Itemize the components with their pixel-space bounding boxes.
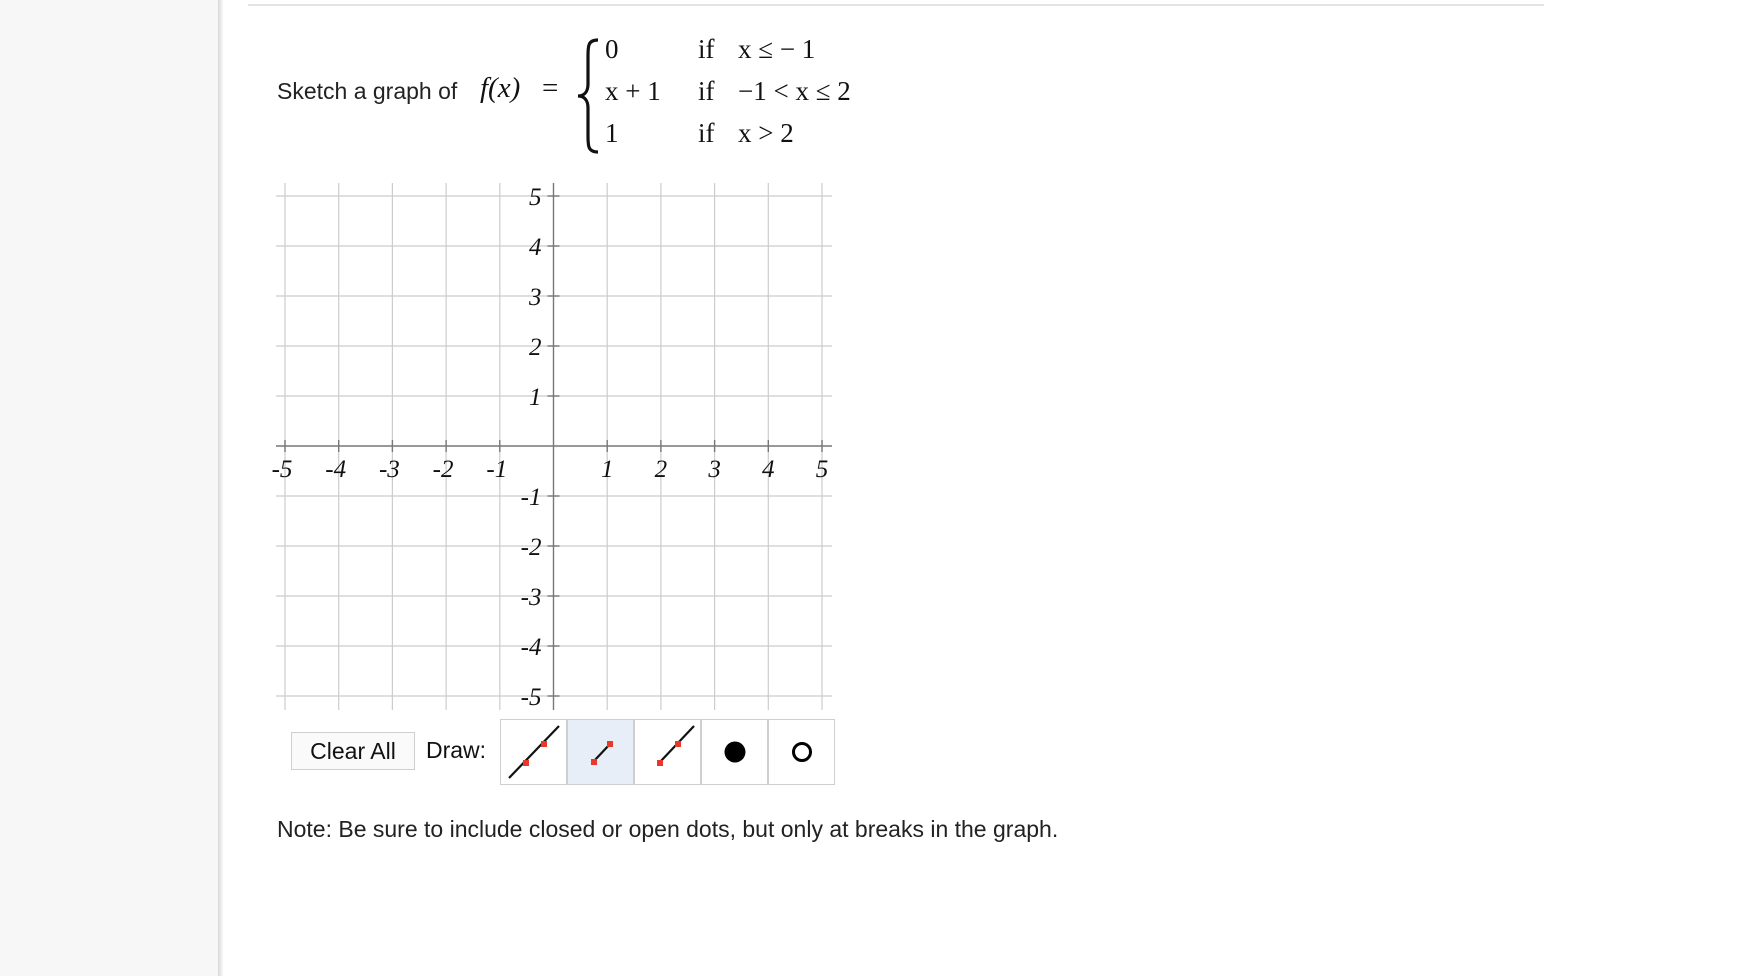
x-tick-label: 5 (815, 456, 829, 483)
segment-icon (571, 722, 631, 782)
x-tick-label: 1 (600, 456, 614, 483)
y-tick-label: 4 (529, 234, 542, 261)
case-2-expression: x + 1 (605, 76, 661, 106)
x-tick-label: -1 (486, 456, 508, 483)
segment-tool-button[interactable] (567, 719, 634, 785)
ray-tool-button[interactable] (634, 719, 701, 785)
left-brace-icon (576, 38, 604, 154)
closed-dot-tool-button[interactable] (701, 719, 768, 785)
case-1-condition: x ≤ − 1 (738, 34, 816, 64)
ray-icon (638, 722, 698, 782)
tick-labels (272, 184, 829, 711)
x-tick-label: -2 (432, 456, 454, 483)
axes (276, 183, 832, 710)
case-1-if: if (698, 34, 715, 64)
top-divider (248, 4, 1544, 6)
x-tick-label: -5 (271, 456, 293, 483)
closed-dot-icon (720, 737, 750, 767)
open-dot-tool-button[interactable] (768, 719, 835, 785)
case-3-condition: x > 2 (738, 118, 794, 148)
y-tick-label: 5 (529, 184, 542, 211)
y-tick-label: 3 (529, 284, 542, 311)
draw-label: Draw: (426, 737, 487, 763)
x-tick-label: -4 (325, 456, 347, 483)
x-tick-label: 4 (762, 456, 775, 483)
x-tick-label: 3 (708, 456, 721, 483)
x-tick-label: -3 (378, 456, 400, 483)
question-prompt: Sketch a graph of (277, 78, 458, 104)
y-tick-label: 2 (529, 334, 542, 361)
case-3-if: if (698, 118, 715, 148)
note-text: Note: Be sure to include closed or open dots, but only at breaks in the graph. (277, 816, 1059, 842)
graph-canvas[interactable] (271, 183, 832, 711)
case-2-condition: −1 < x ≤ 2 (738, 76, 851, 106)
clear-all-button[interactable]: Clear All (291, 732, 415, 770)
x-tick-label: 2 (654, 456, 668, 483)
left-sidebar-gutter (0, 0, 218, 976)
y-tick-label: -5 (520, 684, 542, 711)
function-name: f(x) (480, 72, 521, 104)
y-tick-label: -4 (520, 634, 542, 661)
y-tick-label: -3 (520, 584, 542, 611)
open-dot-icon (787, 737, 817, 767)
line-icon (504, 722, 564, 782)
line-tool-button[interactable] (500, 719, 567, 785)
case-1-expression: 0 (605, 34, 619, 64)
sidebar-shadow (218, 0, 224, 976)
y-tick-label: -1 (520, 484, 542, 511)
y-tick-label: -2 (520, 534, 542, 561)
case-2-if: if (698, 76, 715, 106)
equals-sign: = (542, 72, 559, 104)
y-tick-label: 1 (529, 384, 542, 411)
case-3-expression: 1 (605, 118, 619, 148)
